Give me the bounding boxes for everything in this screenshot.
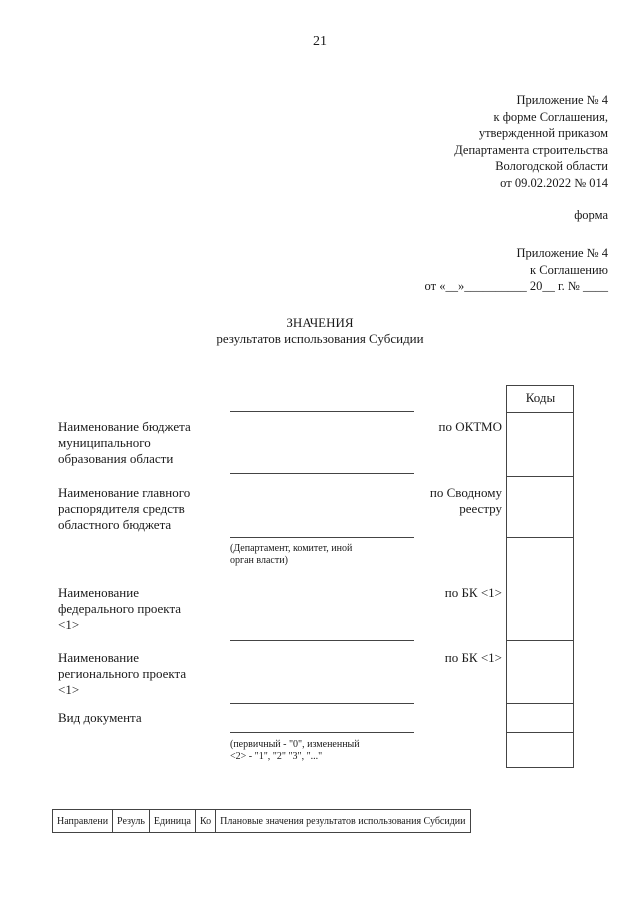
regional-project-line (230, 703, 414, 704)
bk-regional-label: по БК <1> (444, 650, 502, 665)
table-header-cell: Резуль (113, 810, 150, 833)
form-label: форма (574, 208, 608, 222)
document-subtitle: результатов использования Субсидии (216, 331, 424, 346)
doc-type-hint: (первичный - "0", измененный <2> - "1", "2" "3", "..." (230, 739, 360, 762)
gr-name-line (230, 473, 414, 474)
codes-divider (506, 703, 574, 704)
document-title: ЗНАЧЕНИЯ (286, 315, 354, 330)
svod-label: по Сводному реестру (429, 485, 502, 516)
budget-name-label: Наименование бюджета муниципального образования области (58, 419, 191, 466)
regional-project-label: Наименование регионального проекта <1> (58, 650, 187, 697)
table-header-cell: Плановые значения результатов использования Субсидии (216, 810, 470, 833)
codes-column (506, 385, 574, 768)
dept-hint: (Департамент, комитет, иной орган власти) (230, 543, 353, 566)
approval-line: от 09.02.2022 № 014 (500, 175, 608, 190)
page-number: 21 (313, 34, 327, 49)
doc-type-line (230, 732, 414, 733)
approval-line: к форме Соглашения, (493, 109, 608, 124)
codes-divider (506, 732, 574, 733)
oktmo-label: по ОКТМО (438, 419, 502, 434)
approval-line: Вологодской области (495, 159, 608, 173)
approval-line: Приложение № 4 (516, 93, 608, 107)
federal-project-line (230, 640, 414, 641)
codes-divider (506, 640, 574, 641)
table-header-row (53, 810, 471, 833)
approval-block (454, 92, 608, 191)
codes-divider (506, 412, 574, 413)
annex-line: Приложение № 4 (516, 246, 608, 260)
annex-block (425, 245, 608, 295)
approval-line: Департамента строительства (454, 142, 608, 157)
annex-line: к Соглашению (530, 262, 608, 277)
table-header-cell: Направлени (53, 810, 113, 833)
budget-name-line (230, 411, 414, 412)
codes-divider (506, 476, 574, 477)
approval-line: утвержденной приказом (478, 126, 608, 140)
results-table (52, 809, 471, 833)
table-header-cell: Ко (195, 810, 215, 833)
dept-line (230, 537, 414, 538)
federal-project-label: Наименование федерального проекта <1> (58, 585, 182, 632)
codes-header: Коды (525, 390, 556, 405)
annex-line: от «__»__________ 20__ г. № ____ (424, 279, 608, 293)
table-header-cell: Единица (149, 810, 195, 833)
gr-name-label: Наименование главного распорядителя средств областного бюджета (58, 485, 191, 532)
bk-federal-label: по БК <1> (444, 585, 502, 600)
codes-divider (506, 537, 574, 538)
doc-type-label: Вид документа (58, 710, 142, 725)
